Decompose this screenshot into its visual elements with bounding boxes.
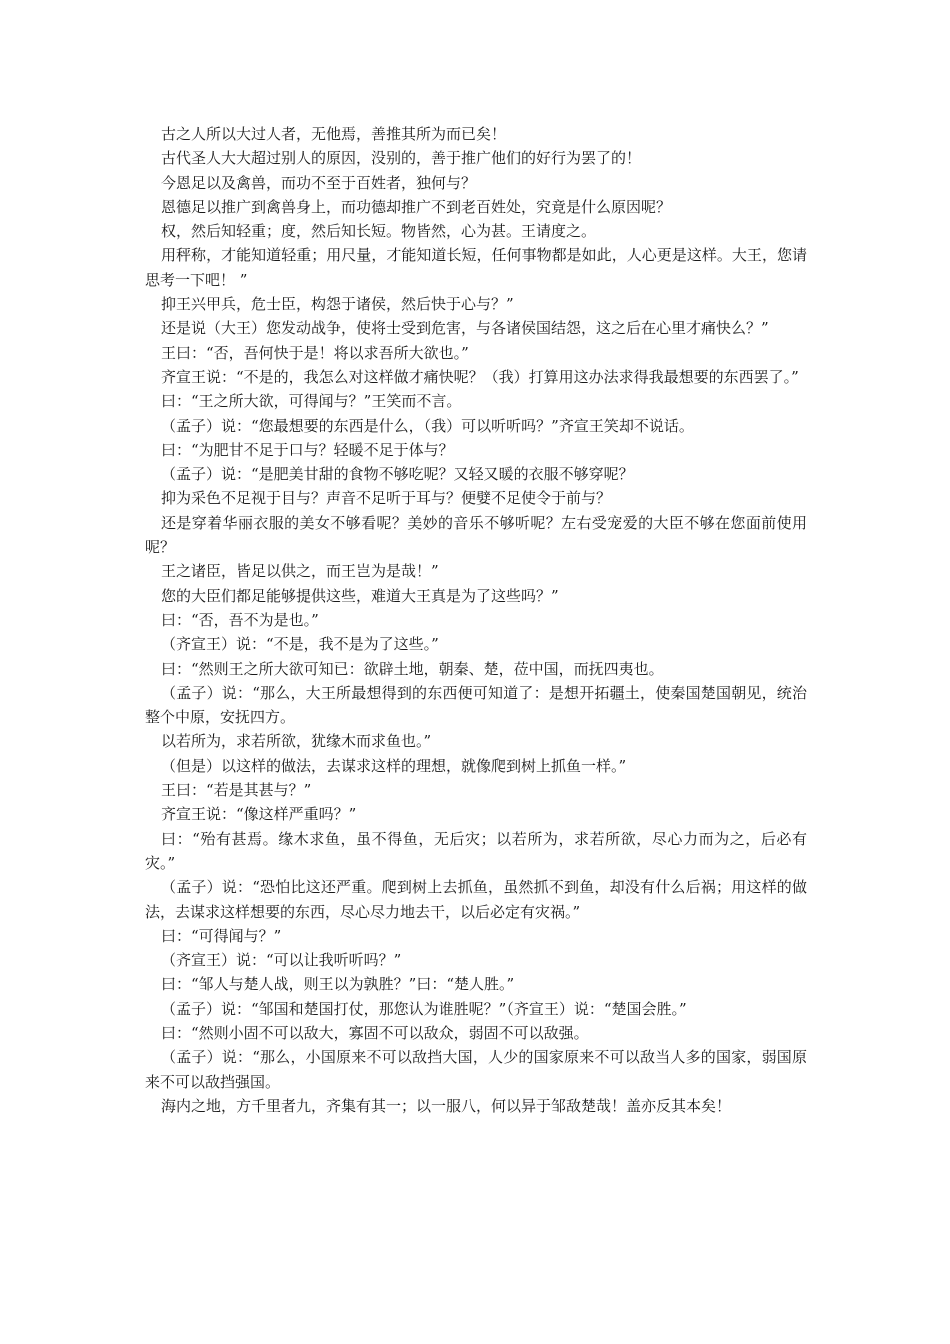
paragraph: 以若所为，求若所欲，犹缘木而求鱼也。”: [161, 732, 432, 751]
paragraph: （但是）以这样的做法，去谋求这样的理想，就像爬到树上抓鱼一样。”: [161, 756, 627, 775]
paragraph: 王曰：“否，吾何快于是！将以求吾所大欲也。”: [161, 343, 469, 362]
paragraph: 古代圣人大大超过别人的原因，没别的，善于推广他们的好行为罢了的！: [161, 149, 642, 168]
paragraph: 曰：“可得闻与？”: [161, 926, 282, 945]
paragraph: 您的大臣们都足能够提供这些，难道大王真是为了这些吗？”: [161, 586, 559, 605]
paragraph: 齐宣王说：“像这样严重吗？”: [161, 805, 357, 824]
paragraph: 还是穿着华丽衣服的美女不够看呢？美妙的音乐不够听呢？左右受宠爱的大臣不够在您面前使用呢？: [145, 513, 807, 557]
paragraph: 王之诸臣，皆足以供之，而王岂为是哉！”: [161, 562, 439, 581]
paragraph: 海内之地，方千里者九，齐集有其一；以一服八，何以异于邹敌楚哉！盖亦反其本矣！: [161, 1096, 732, 1115]
paragraph: 曰：“为肥甘不足于口与？轻暖不足于体与？: [161, 440, 454, 459]
paragraph: 还是说（大王）您发动战争，使将士受到危害，与各诸侯国结怨，这之后在心里才痛快么？”: [161, 319, 769, 338]
paragraph: 曰：“邹人与楚人战，则王以为孰胜？”曰：“楚人胜。”: [161, 975, 515, 994]
paragraph: 曰：“王之所大欲，可得闻与？”王笑而不言。: [161, 392, 462, 411]
paragraph: 权，然后知轻重；度，然后知长短。物皆然，心为甚。王请度之。: [161, 222, 597, 241]
paragraph: （孟子）说：“恐怕比这还严重。爬到树上去抓鱼，虽然抓不到鱼，却没有什么后祸；用这样的做法，去谋求这样想要的东西，尽心尽力地去干，以后必定有灾祸。”: [145, 878, 807, 921]
paragraph: 今恩足以及禽兽，而功不至于百姓者，独何与？: [161, 173, 477, 192]
paragraph: 曰：“然则王之所大欲可知已：欲辟土地，朝秦、楚，莅中国，而抚四夷也。: [161, 659, 664, 678]
paragraph: 齐宣王说：“不是的，我怎么对这样做才痛快呢？（我）打算用这办法求得我最想要的东西罢了。”: [161, 367, 799, 386]
paragraph: 恩德足以推广到禽兽身上，而功德却推广不到老百姓处，究竟是什么原因呢？: [161, 197, 672, 216]
paragraph: （孟子）说：“您最想要的东西是什么，（我）可以听听吗？”齐宣王笑却不说话。: [161, 416, 694, 435]
paragraph: 曰：“殆有甚焉。缘木求鱼，虽不得鱼，无后灾；以若所为，求若所欲，尽心力而为之，后必有灾。”: [145, 829, 807, 872]
paragraph: （齐宣王）说：“不是，我不是为了这些。”: [161, 635, 439, 654]
paragraph: （孟子）说：“那么，小国原来不可以敌挡大国，人少的国家原来不可以敌当人多的国家，弱国原来不可以敌挡强国。: [145, 1048, 807, 1091]
paragraph: 用秤称，才能知道轻重；用尺量，才能知道长短，任何事物都是如此，人心更是这样。大王，您请思考一下吧！ ”: [145, 246, 807, 289]
paragraph: 抑为采色不足视于目与？声音不足听于耳与？便嬖不足使令于前与？: [161, 489, 612, 508]
paragraph: 王曰：“若是其甚与？”: [161, 781, 312, 800]
paragraph: （孟子）说：“邹国和楚国打仗，那您认为谁胜呢？”（齐宣王）说：“楚国会胜。”: [161, 999, 687, 1018]
paragraph: 曰：“然则小固不可以敌大，寡固不可以敌众，弱固不可以敌强。: [161, 1023, 589, 1042]
document-body: [145, 122, 807, 1118]
paragraph: 曰：“否，吾不为是也。”: [161, 610, 319, 629]
paragraph: （孟子）说：“是肥美甘甜的食物不够吃呢？又轻又暖的衣服不够穿呢？: [161, 465, 634, 484]
paragraph: （孟子）说：“那么，大王所最想得到的东西便可知道了：是想开拓疆土，使秦国楚国朝见，统治整个中原，安抚四方。: [145, 683, 807, 727]
paragraph: 抑王兴甲兵，危士臣，构怨于诸侯，然后快于心与？”: [161, 295, 514, 314]
paragraph: 古之人所以大过人者，无他焉，善推其所为而已矣！: [161, 125, 507, 143]
paragraph: （齐宣王）说：“可以让我听听吗？”: [161, 951, 402, 970]
